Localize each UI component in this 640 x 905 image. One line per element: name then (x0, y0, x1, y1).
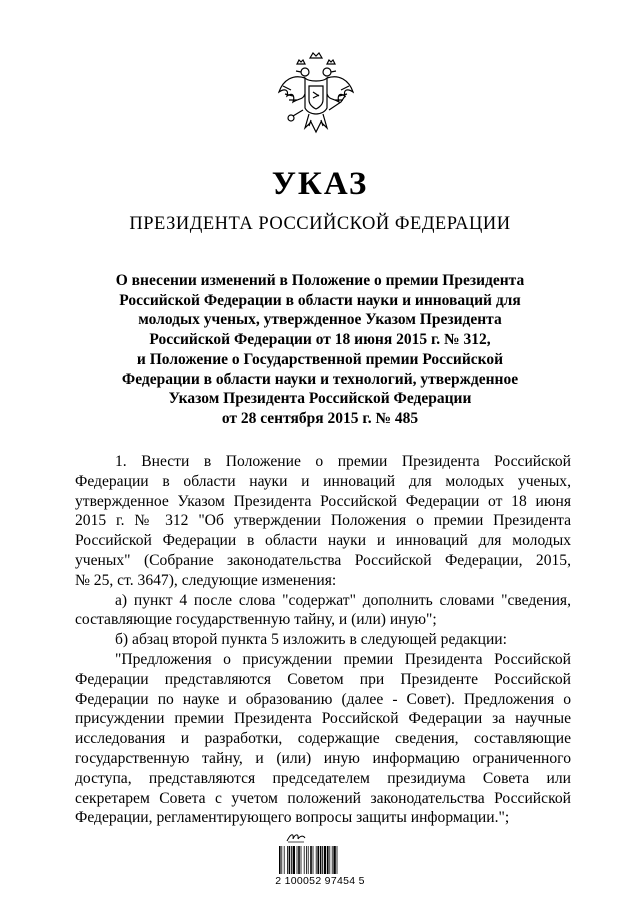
issuer-heading: ПРЕЗИДЕНТА РОССИЙСКОЙ ФЕДЕРАЦИИ (129, 214, 511, 234)
barcode-bar (281, 846, 282, 874)
title-line: и Положение о Государственной премии Российской (136, 350, 504, 368)
body-line: а) пункт 4 после слова "содержат" дополнить словами "сведения, (115, 591, 571, 609)
barcode-bar (308, 846, 309, 874)
body-line: Федерации в области науки и инноваций для молодых ученых, (75, 472, 571, 490)
decree-title (80, 271, 560, 429)
barcode-bar (291, 846, 292, 874)
decree-body (75, 452, 571, 828)
title-line: молодых ученых, утвержденное Указом Президента (138, 311, 502, 329)
barcode-bar (324, 846, 326, 874)
body-line: ученых" (Собрание законодательства Российской Федерации, 2015, (75, 551, 571, 569)
barcode (278, 846, 360, 874)
barcode-bar (293, 846, 295, 874)
barcode-bar (298, 846, 300, 874)
body-line: секретарем Совета с учетом положений законодательства Российской (75, 789, 571, 807)
barcode-bar (333, 846, 335, 874)
barcode-bar (327, 846, 329, 874)
coat-of-arms-emblem (275, 50, 357, 140)
title-line: Федерации в области науки и технологий, утвержденное (121, 370, 519, 388)
barcode-bar (289, 846, 291, 874)
barcode-bar (332, 846, 333, 874)
barcode-bar (287, 846, 288, 874)
title-line: О внесении изменений в Положение о премии Президента (115, 272, 525, 289)
body-line: государственную тайну, и (или) иную информацию ограниченного (75, 749, 571, 767)
barcode-bar (337, 846, 338, 874)
title-line: Указом Президента Российской Федерации (168, 390, 472, 408)
barcode-bar (316, 846, 317, 874)
body-line: Федерации по науке и образованию (далее - Совет). Предложения о (75, 690, 571, 708)
body-line: 1. Внести в Положение о премии Президента Российской (115, 453, 571, 470)
barcode-bar (322, 846, 323, 874)
barcode-bar (301, 846, 302, 874)
barcode-bar (279, 846, 281, 874)
title-line: от 28 сентября 2015 г. № 485 (221, 409, 419, 427)
body-line: 2015 г. № 312 "Об утверждении Положения о премии Президента (75, 512, 571, 530)
barcode-bar (329, 846, 330, 874)
barcode-bar (313, 846, 314, 874)
barcode-number: 2 100052 97454 5 (275, 875, 365, 887)
title-line: Российской Федерации от 18 июня 2015 г. № 312, (149, 331, 491, 349)
barcode-bar (310, 846, 312, 874)
signature-mark (285, 830, 307, 844)
barcode-bar (317, 846, 319, 874)
body-line: составляющие государственную тайну, и (или) иную"; (75, 611, 437, 629)
barcode-bar (320, 846, 322, 874)
body-line: исследования и разработки, содержащие сведения, составляющие (75, 730, 571, 748)
barcode-bar (297, 846, 298, 874)
body-line: б) абзац второй пункта 5 изложить в следующей редакции: (115, 631, 507, 649)
body-line: присуждении премии Президента Российской Федерации за научные (75, 710, 571, 728)
body-line: Федерации, регламентирующего вопросы защиты информации."; (75, 809, 510, 827)
barcode-bar (306, 846, 307, 874)
body-line: утвержденное Указом Президента Российской Федерации от 18 июня (75, 492, 571, 510)
barcode-bar (284, 846, 285, 874)
body-line: № 25, ст. 3647), следующие изменения: (75, 571, 337, 589)
body-line: Федерации представляются Советом при Президенте Российской (75, 670, 571, 688)
body-line: Российской Федерации в области науки и инноваций для молодых (75, 532, 571, 550)
document-type-heading: УКАЗ (271, 166, 369, 202)
title-line: Российской Федерации в области науки и инноваций для (119, 291, 521, 309)
barcode-bar (304, 846, 305, 874)
body-line: доступа, представляются председателем президиума Совета или (75, 769, 571, 787)
body-line: "Предложения о присуждении премии Президента Российской (115, 650, 571, 668)
